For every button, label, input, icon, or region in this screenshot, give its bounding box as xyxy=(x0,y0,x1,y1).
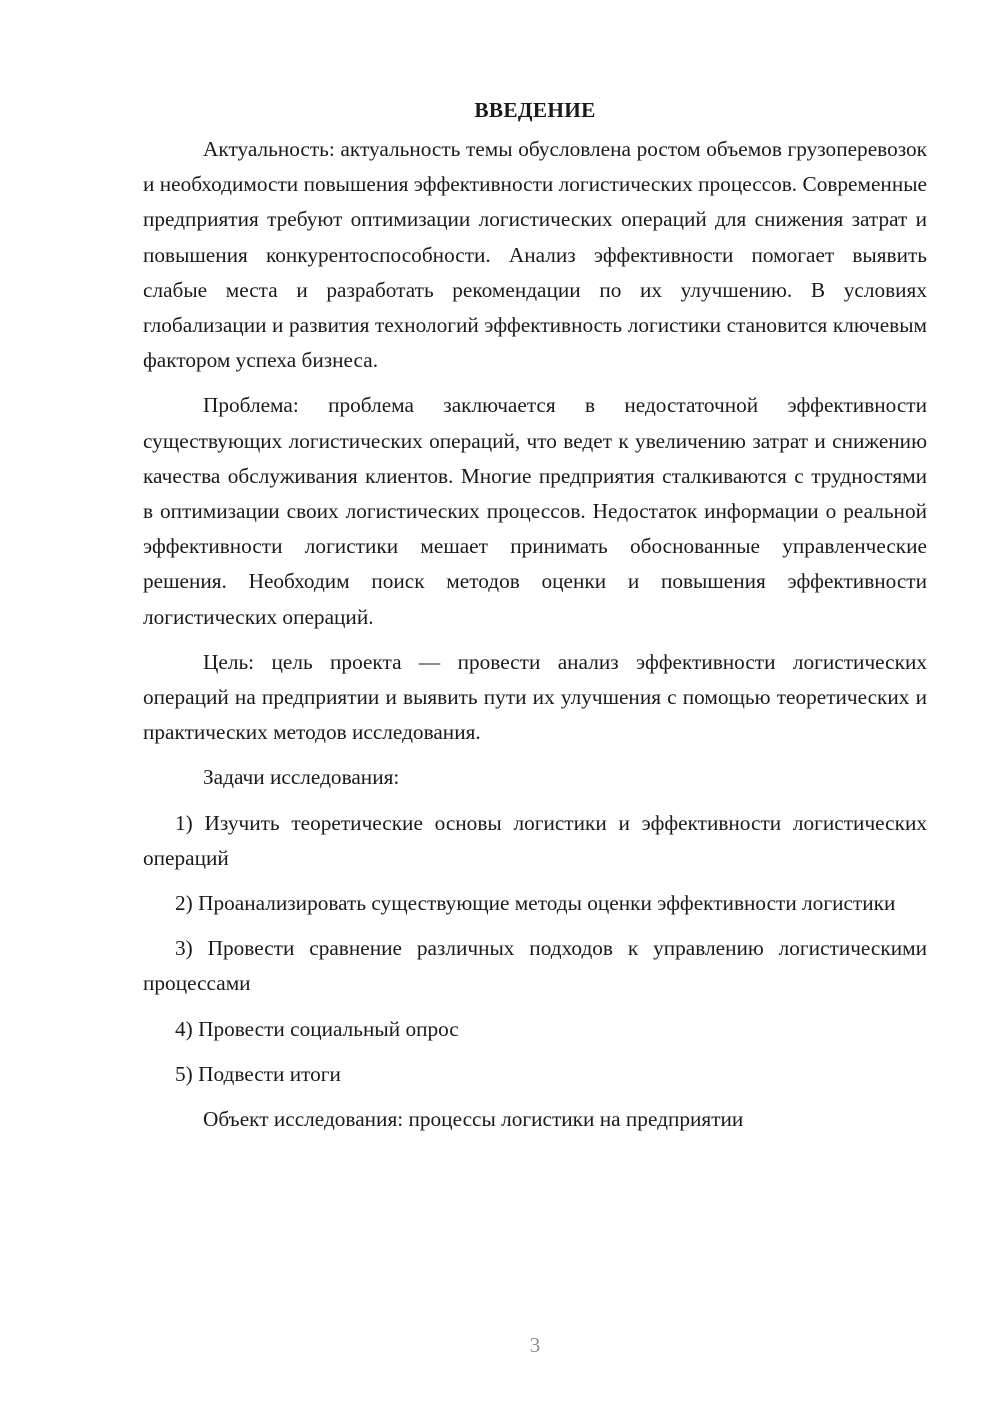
page-number: 3 xyxy=(529,1333,541,1357)
paragraph-object: Объект исследования: процессы логистики на предприятии xyxy=(203,1107,744,1132)
task-item-4: 4) Провести социальный опрос xyxy=(175,1016,459,1041)
task-item-2: 2) Проанализировать существующие методы оценки эффективности логистики xyxy=(175,891,896,916)
paragraph-problem: Проблема: проблема заключается в недостаточной эффективности существующих логистических операций, что ведет к увеличению затрат и снижению качества обслуживания клиентов. Многие предприятия сталкиваются с трудностями в оптимизации своих логистических процессов. Недостаток информации о реальной эффективности логистики мешает принимать обоснованные управленческие решения. Необходим поиск методов оценки и повышения эффективности логистических операций. xyxy=(143,393,927,629)
paragraph-goal: Цель: цель проекта — провести анализ эффективности логистических операций на предприятии и выявить пути их улучшения с помощью теоретических и практических методов исследования. xyxy=(143,649,927,745)
paragraph-relevance: Актуальность: актуальность темы обусловлена ростом объемов грузоперевозок и необходимости повышения эффективности логистических процессов. Современные предприятия требуют оптимизации логистических операций для снижения затрат и повышения конкурентоспособности. Анализ эффективности помогает выявить слабые места и разработать рекомендации по их улучшению. В условиях глобализации и развития технологий эффективность логистики становится ключевым фактором успеха бизнеса. xyxy=(143,137,927,373)
task-item-5: 5) Подвести итоги xyxy=(175,1061,341,1086)
tasks-list xyxy=(143,806,927,1092)
section-title: ВВЕДЕНИЕ xyxy=(474,98,596,122)
task-item-1: 1) Изучить теоретические основы логистики и эффективности логистических операций xyxy=(143,810,927,870)
document-page xyxy=(143,92,927,1137)
tasks-header: Задачи исследования: xyxy=(203,765,400,790)
task-item-3: 3) Провести сравнение различных подходов к управлению логистическими процессами xyxy=(143,936,927,996)
